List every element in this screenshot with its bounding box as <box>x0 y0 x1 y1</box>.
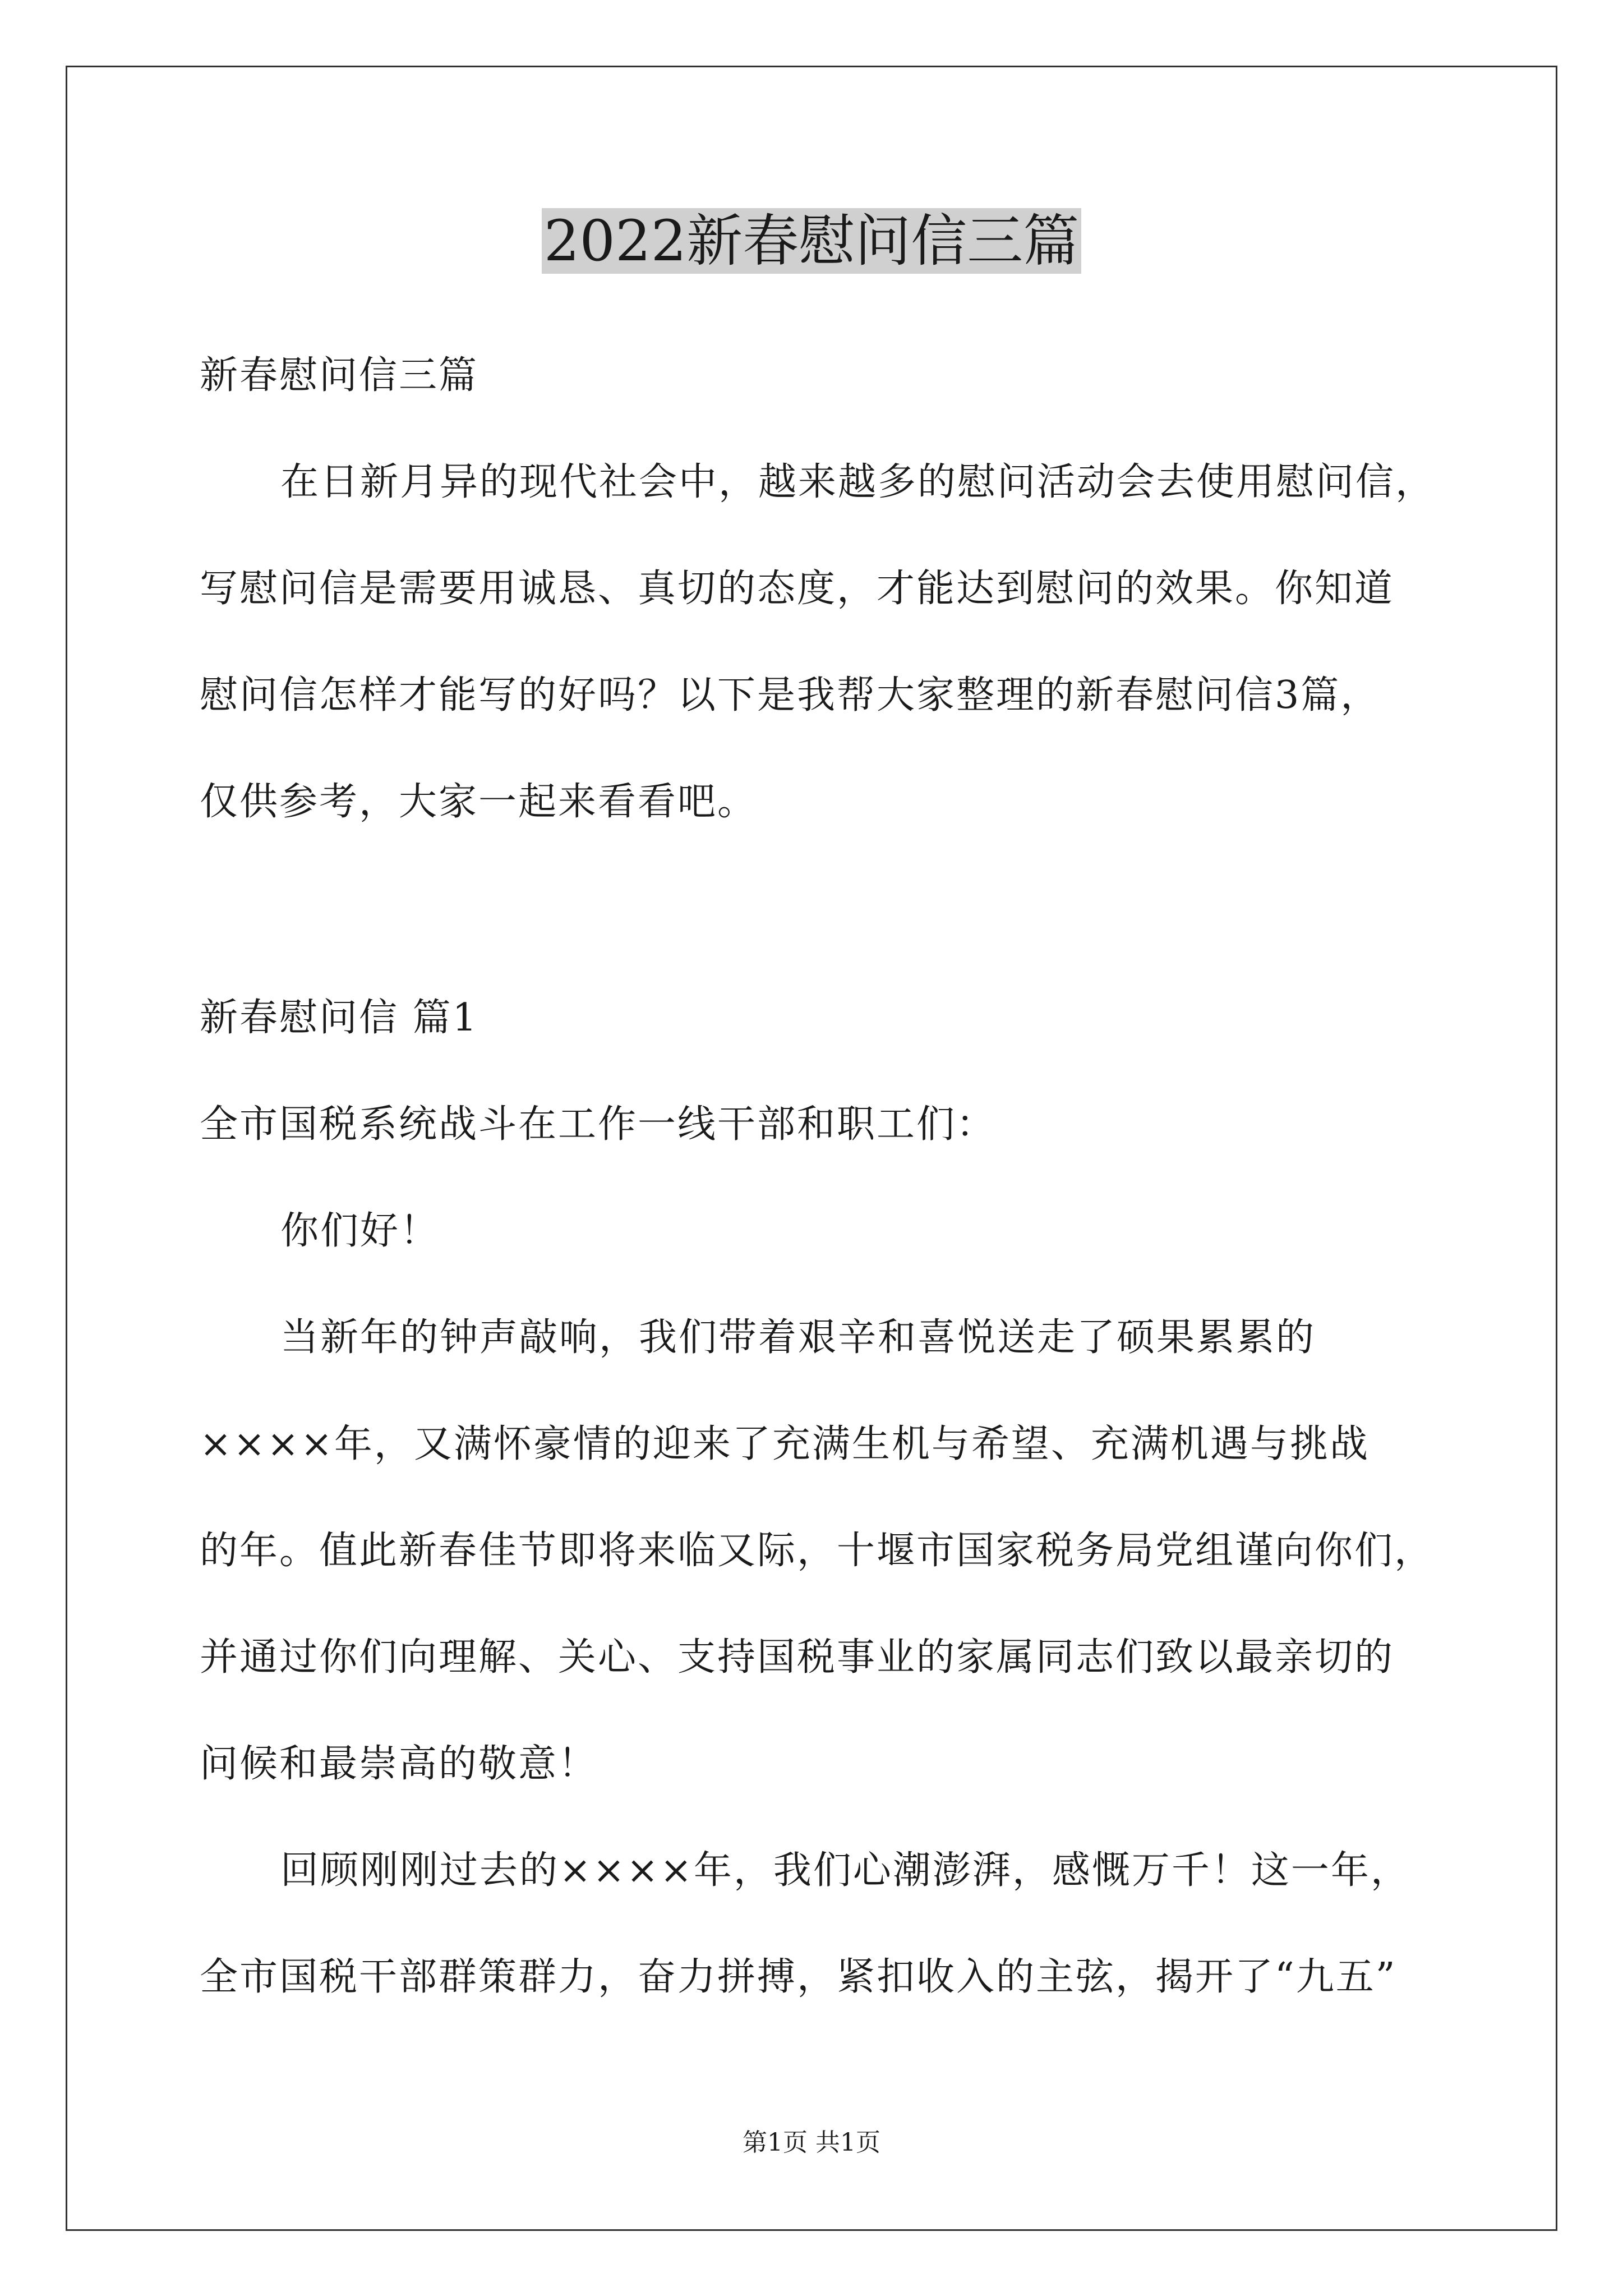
body-line: 回顾刚刚过去的××××年，我们心潮澎湃，感慨万千！这一年， <box>280 1848 1410 1893</box>
page-footer: 第1页 共1页 <box>743 2128 880 2157</box>
section-heading: 新春慰问信 篇1 <box>200 996 478 1040</box>
intro-line: 慰问信怎样才能写的好吗？以下是我帮大家整理的新春慰问信3篇， <box>200 673 1381 717</box>
subtitle: 新春慰问信三篇 <box>200 353 479 398</box>
body-line: 并通过你们向理解、关心、支持国税事业的家属同志们致以最亲切的 <box>200 1635 1395 1680</box>
body-line: 当新年的钟声敲响，我们带着艰辛和喜悦送走了硕果累累的 <box>280 1315 1316 1360</box>
body-line: 全市国税干部群策群力，奋力拼搏，紧扣收入的主弦，揭开了“九五” <box>200 1955 1397 1999</box>
intro-line: 在日新月异的现代社会中，越来越多的慰问活动会去使用慰问信， <box>280 460 1436 504</box>
salutation: 全市国税系统战斗在工作一线干部和职工们： <box>200 1102 997 1147</box>
intro-line: 仅供参考，大家一起来看看吧。 <box>200 780 758 824</box>
body-line: 问候和最崇高的敬意！ <box>200 1742 598 1786</box>
greeting: 你们好！ <box>280 1209 440 1253</box>
body-line: ××××年，又满怀豪情的迎来了充满生机与希望、充满机遇与挑战 <box>200 1422 1370 1466</box>
body-line: 的年。值此新春佳节即将来临又际，十堰市国家税务局党组谨向你们， <box>200 1529 1435 1573</box>
intro-line: 写慰问信是需要用诚恳、真切的态度，才能达到慰问的效果。你知道 <box>200 567 1395 611</box>
document-title <box>0 205 1623 278</box>
document-title-text: 2022新春慰问信三篇 <box>542 208 1082 274</box>
